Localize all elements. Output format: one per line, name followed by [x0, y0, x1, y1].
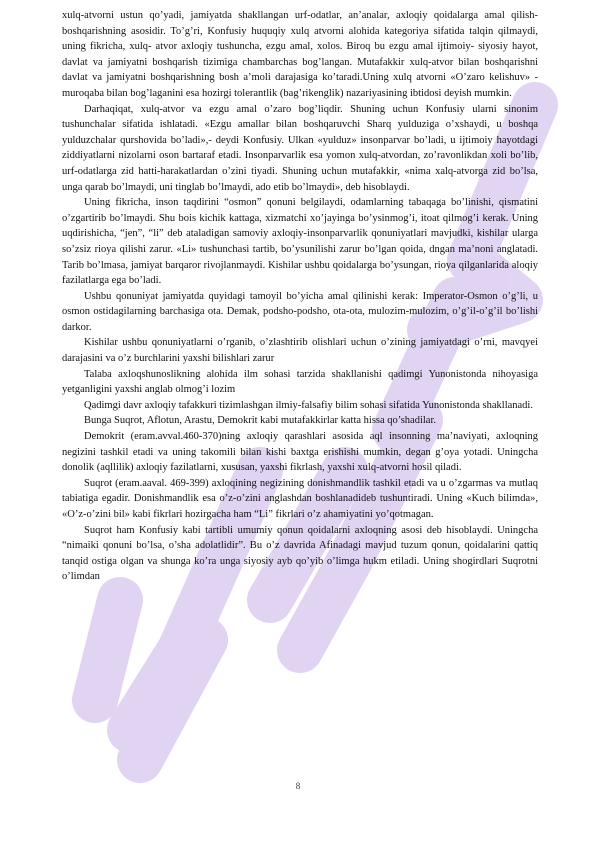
document-body — [62, 8, 538, 585]
paragraph: Suqrot ham Konfusiy kabi tartibli umumiy qonun qoidalarni axloqning asosi deb hisoblaydi. Uningcha “nimaiki qonuni bo’lsa, o’sha adolatlidir”. Bu o’z davrida Afinadagi mavjud tuzum qonun, qoidalarini qattiq tanqid ostiga olgan va shunga ko’ra unga siyosiy ayb qo’yib o’limga hukm etiladi. Uning shogirdlari Suqrotni o’limdan — [62, 524, 538, 583]
paragraph: Demokrit (eram.avval.460-370)ning axloqiy qarashlari asosida aql insonning ma’naviyati, axloqning negizini tashkil etadi va uning takomili bilan kishi baxtga erishishi mumkin, degan g’oya yotadi. Uningcha donolik (aqllilik) axloqiy fazilatlarni, xususan, yaxshi fikrlash, yaxshi xulq-atvorni hosil qiladi. — [62, 431, 538, 474]
paragraph: Uning fikricha, inson taqdirini “osmon” qonuni belgilaydi, odamlarning tabaqaga bo’linishi, qismatini o’zgartirib bo’lmaydi. Shu bois kichik kattaga, xizmatchi xo’jayinga bo’ysinmog’i, itoat qilmog’i kerak. Uning uqdirishicha, “jen”, “li” deb ataladigan samoviy axloqiy-insonparvarlik qonuniyatlari mavjudki, kishilar ularga so’zsiz rioya qilishi zarur. «Li» tushunchasi tartib, bo’ysunilishi zarur bo’lgan qoida, dngan ma’noni anglatadi. Tarib bo’lmasa, jamiyat barqaror rivojlanmaydi. Kishilar ushbu qoidalarga bo’ysungan, rioya qilganlarida aloqiy fazilatlarga ega bo’ladi. — [62, 197, 538, 287]
paragraph: Bunga Suqrot, Aflotun, Arastu, Demokrit kabi mutafakkirlar katta hissa qo’shadilar. — [84, 415, 436, 427]
paragraph: xulq-atvorni ustun qo’yadi, jamiyatda shakllangan urf-odatlar, an’analar, axloqiy qoidalarga amal qilish- boshqarishning asosidir. To’g’ri, Konfusiy huquqiy xulq atvorni alohida kategoriya sifatida talqin qilmaydi, uning fikricha, xulq- atvor axloqiy tushuncha, ezgu amal, xolos. Biroq bu ezgu amal ijtimoiy- siyosiy hayot, davlat va jamiyatni boshqarish tizimiga chambarchas bog’langan. Mutafakkir xulq-atvor bilan boshqarishni davlat va jamiyatni boshqarishning bosh a’moli darajasiga ko’taradi.Uning xulq atvorni «O’zaro kelishuv» - muroqaba bilan bog’laganini esa hozirgi tolerantlik (bag’rikenglik) nazariyasining ibtidosi deyish mumkin. — [62, 10, 538, 99]
paragraph: Suqrot (eram.aaval. 469-399) axloqining negizining donishmandlik tashkil etadi va u o’zgarmas va mutlaq tabiatiga egadir. Donishmandlik esa o’z-o’zini anglashdan boshlanadideb tushuntiradi. Uning «Kuch bilimda», «O’z-o’zini bil» kabi fikrlari hozirgacha ham “Li” fikrlari o’z ahamiyatini yo’qotmagan. — [62, 477, 538, 520]
paragraph: Kishilar ushbu qonuniyatlarni o’rganib, o’zlashtirib olishlari uchun o’zining jamiyatdagi o’rni, mavqyei darajasini va o’z burchlarini yaxshi bilishlari zarur — [62, 337, 538, 365]
paragraph: Ushbu qonuniyat jamiyatda quyidagi tamoyil bo’yicha amal qilinishi kerak: Imperator-Osmon o’g’li, u osmon ostidagilarning barchasiga ota. Demak, podsho-podsho, ota-ota, mulozim-mulozim, o’g’il-o’g’il bo’lishi darkor. — [62, 290, 538, 333]
paragraph: Talaba axloqshunoslikning alohida ilm sohasi tarzida shakllanishi qadimgi Yunonistonda nihoyasiga yetganligini yaxshi anglab olmog’i lozim — [62, 368, 538, 396]
page-number: 8 — [295, 781, 301, 791]
paragraph: Qadimgi davr axloqiy tafakkuri tizimlashgan ilmiy-falsafiy bilim sohasi sifatida Yunonistonda shakllanadi. — [84, 399, 533, 411]
paragraph: Darhaqiqat, xulq-atvor va ezgu amal o’zaro bog’liqdir. Shuning uchun Konfusiy ularni sinonim tushunchalar sifatida ishlatadi. «Ezgu amallar bilan boshqaruvchi Sharq yulduziga o’xshaydi, u boshqa yulduzchalar qurshovida bo’ladi»,- deydi Konfusiy. Ulkan «yulduz» insonparvar bo’ladi, u ijtimoiy hayotdagi ziddiyatlarni nizolarni oson bartaraf etadi. Insonparvarlik esa yomon xulq-atvordan, zo’ravonlikdan xoli bo’lib, urf-odatlarga zid hatti-harakatlardan o’zini tiyadi. Shuning uchun mutafakkir, «nima xalq-atvorga zid bo’lsa, unga qarab bo’lmaydi, uni tinglab bo’lmaydi, ado etib bo’lmaydi», deb hisoblaydi. — [62, 103, 538, 193]
